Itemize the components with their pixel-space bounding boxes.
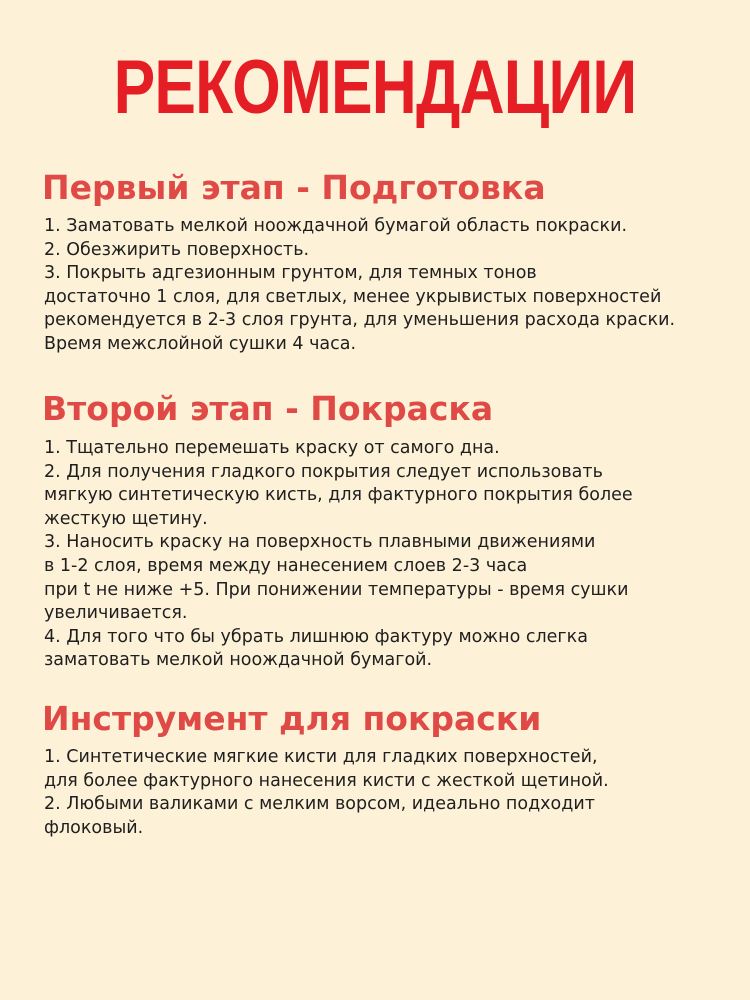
text-line: 1. Синтетические мягкие кисти для гладких поверхностей,: [44, 747, 598, 767]
section-body-tools: [44, 746, 734, 840]
text-line: достаточно 1 слоя, для светлых, менее укрывистых поверхностей: [44, 286, 662, 307]
section-body-preparation: [44, 215, 734, 357]
page-title: РЕКОМЕНДАЦИИ: [113, 45, 637, 130]
text-line: 3. Покрыть адгезионным грунтом, для темных тонов: [44, 263, 537, 284]
text-line: для более фактурного нанесения кисти с жесткой щетиной.: [44, 770, 609, 791]
text-line: 2. Обезжирить поверхность.: [44, 239, 310, 260]
text-line: мягкую синтетическую кисть, для фактурного покрытия более: [44, 485, 633, 506]
text-line: 1. Тщательно перемешать краску от самого дна.: [44, 438, 500, 458]
section-heading-preparation: Первый этап - Подготовка: [42, 168, 546, 207]
text-line: 1. Заматовать мелкой ноождачной бумагой область покраски.: [44, 216, 628, 236]
text-line: флоковый.: [44, 817, 144, 838]
text-line: 2. Для получения гладкого покрытия следует использовать: [44, 461, 603, 482]
text-line: 2. Любыми валиками с мелким ворсом, идеально подходит: [44, 794, 595, 815]
text-line: жесткую щетину.: [44, 508, 208, 529]
text-line: 3. Наносить краску на поверхность плавными движениями: [44, 532, 596, 553]
text-line: увеличивается.: [44, 603, 188, 624]
section-heading-tools: Инструмент для покраски: [42, 699, 542, 738]
text-line: Время межслойной сушки 4 часа.: [44, 333, 357, 354]
text-line: заматовать мелкой ноождачной бумагой.: [44, 650, 433, 671]
text-line: рекомендуется в 2-3 слоя грунта, для уменьшения расхода краски.: [44, 310, 676, 331]
text-line: при t не ниже +5. При понижении температуры - время сушки: [44, 579, 629, 600]
text-line: 4. Для того что бы убрать лишнюю фактуру можно слегка: [44, 626, 588, 647]
section-body-painting: [44, 437, 734, 673]
section-heading-painting: Второй этап - Покраска: [42, 389, 494, 428]
text-line: в 1-2 слоя, время между нанесением слоев 2-3 часа: [44, 555, 528, 576]
